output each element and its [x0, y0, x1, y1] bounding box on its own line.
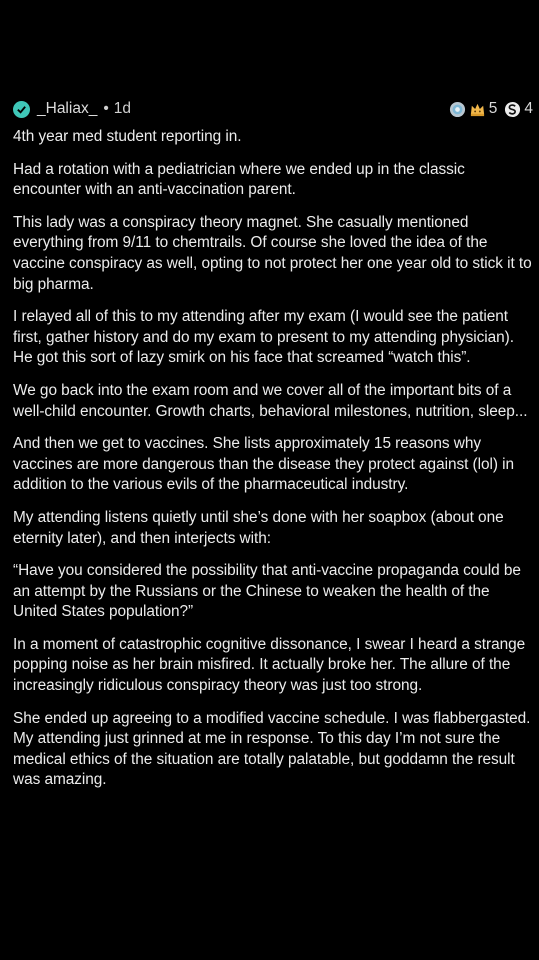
wholesome-award-icon[interactable] — [504, 101, 521, 118]
comment — [13, 96, 533, 803]
paragraph: “Have you considered the possibility that anti-vaccine propaganda could be an attempt by the Russians or the Chinese to weaken the health of the United States population?” — [13, 562, 521, 621]
separator: • — [103, 100, 109, 117]
paragraph: She ended up agreeing to a modified vaccine schedule. I was flabbergasted. My attending just grinned at me in response. To this day I’m not sure the medical ethics of the situation are totally palatable, but goddamn the result was amazing. — [13, 709, 531, 789]
collapse-check-icon[interactable] — [13, 101, 30, 118]
paragraph: This lady was a conspiracy theory magnet. She casually mentioned everything from 9/11 to chemtrails. Of course she loved the idea of the vaccine conspiracy as well, opting to not protect her one year old to stick it to big pharma. — [13, 213, 532, 293]
silver-award-icon[interactable] — [449, 101, 466, 118]
paragraph: My attending listens quietly until she’s done with her soapbox (about one eternity later), and then interjects with: — [13, 508, 504, 547]
helpful-award-icon[interactable] — [469, 101, 486, 118]
wholesome-award-count: 4 — [524, 100, 533, 117]
comment-header — [13, 96, 533, 122]
paragraph: Had a rotation with a pediatrician where we ended up in the classic encounter with an anti-vaccination parent. — [13, 160, 465, 199]
awards[interactable] — [449, 100, 533, 118]
paragraph: We go back into the exam room and we cover all of the important bits of a well-child encounter. Growth charts, behavioral milestones, nutrition, sleep... — [13, 381, 528, 420]
comment-age: 1d — [113, 100, 131, 117]
paragraph: And then we get to vaccines. She lists approximately 15 reasons why vaccines are more dangerous than the disease they protect against (lol) in addition to the various evils of the pharmaceutical industry. — [13, 435, 515, 494]
paragraph: I relayed all of this to my attending after my exam (I would see the patient first, gather history and do my exam to present to my attending physician). He got this sort of lazy smirk on his face that screamed “watch this”. — [13, 308, 514, 367]
helpful-award-count: 5 — [488, 100, 498, 117]
username[interactable]: _Haliax_ — [37, 100, 98, 117]
comment-body — [13, 127, 533, 791]
paragraph: 4th year med student reporting in. — [13, 128, 242, 145]
paragraph: In a moment of catastrophic cognitive dissonance, I swear I heard a strange popping noise as her brain misfired. It actually broke her. The allure of the increasingly ridiculous conspiracy theory was just too strong. — [13, 635, 526, 695]
